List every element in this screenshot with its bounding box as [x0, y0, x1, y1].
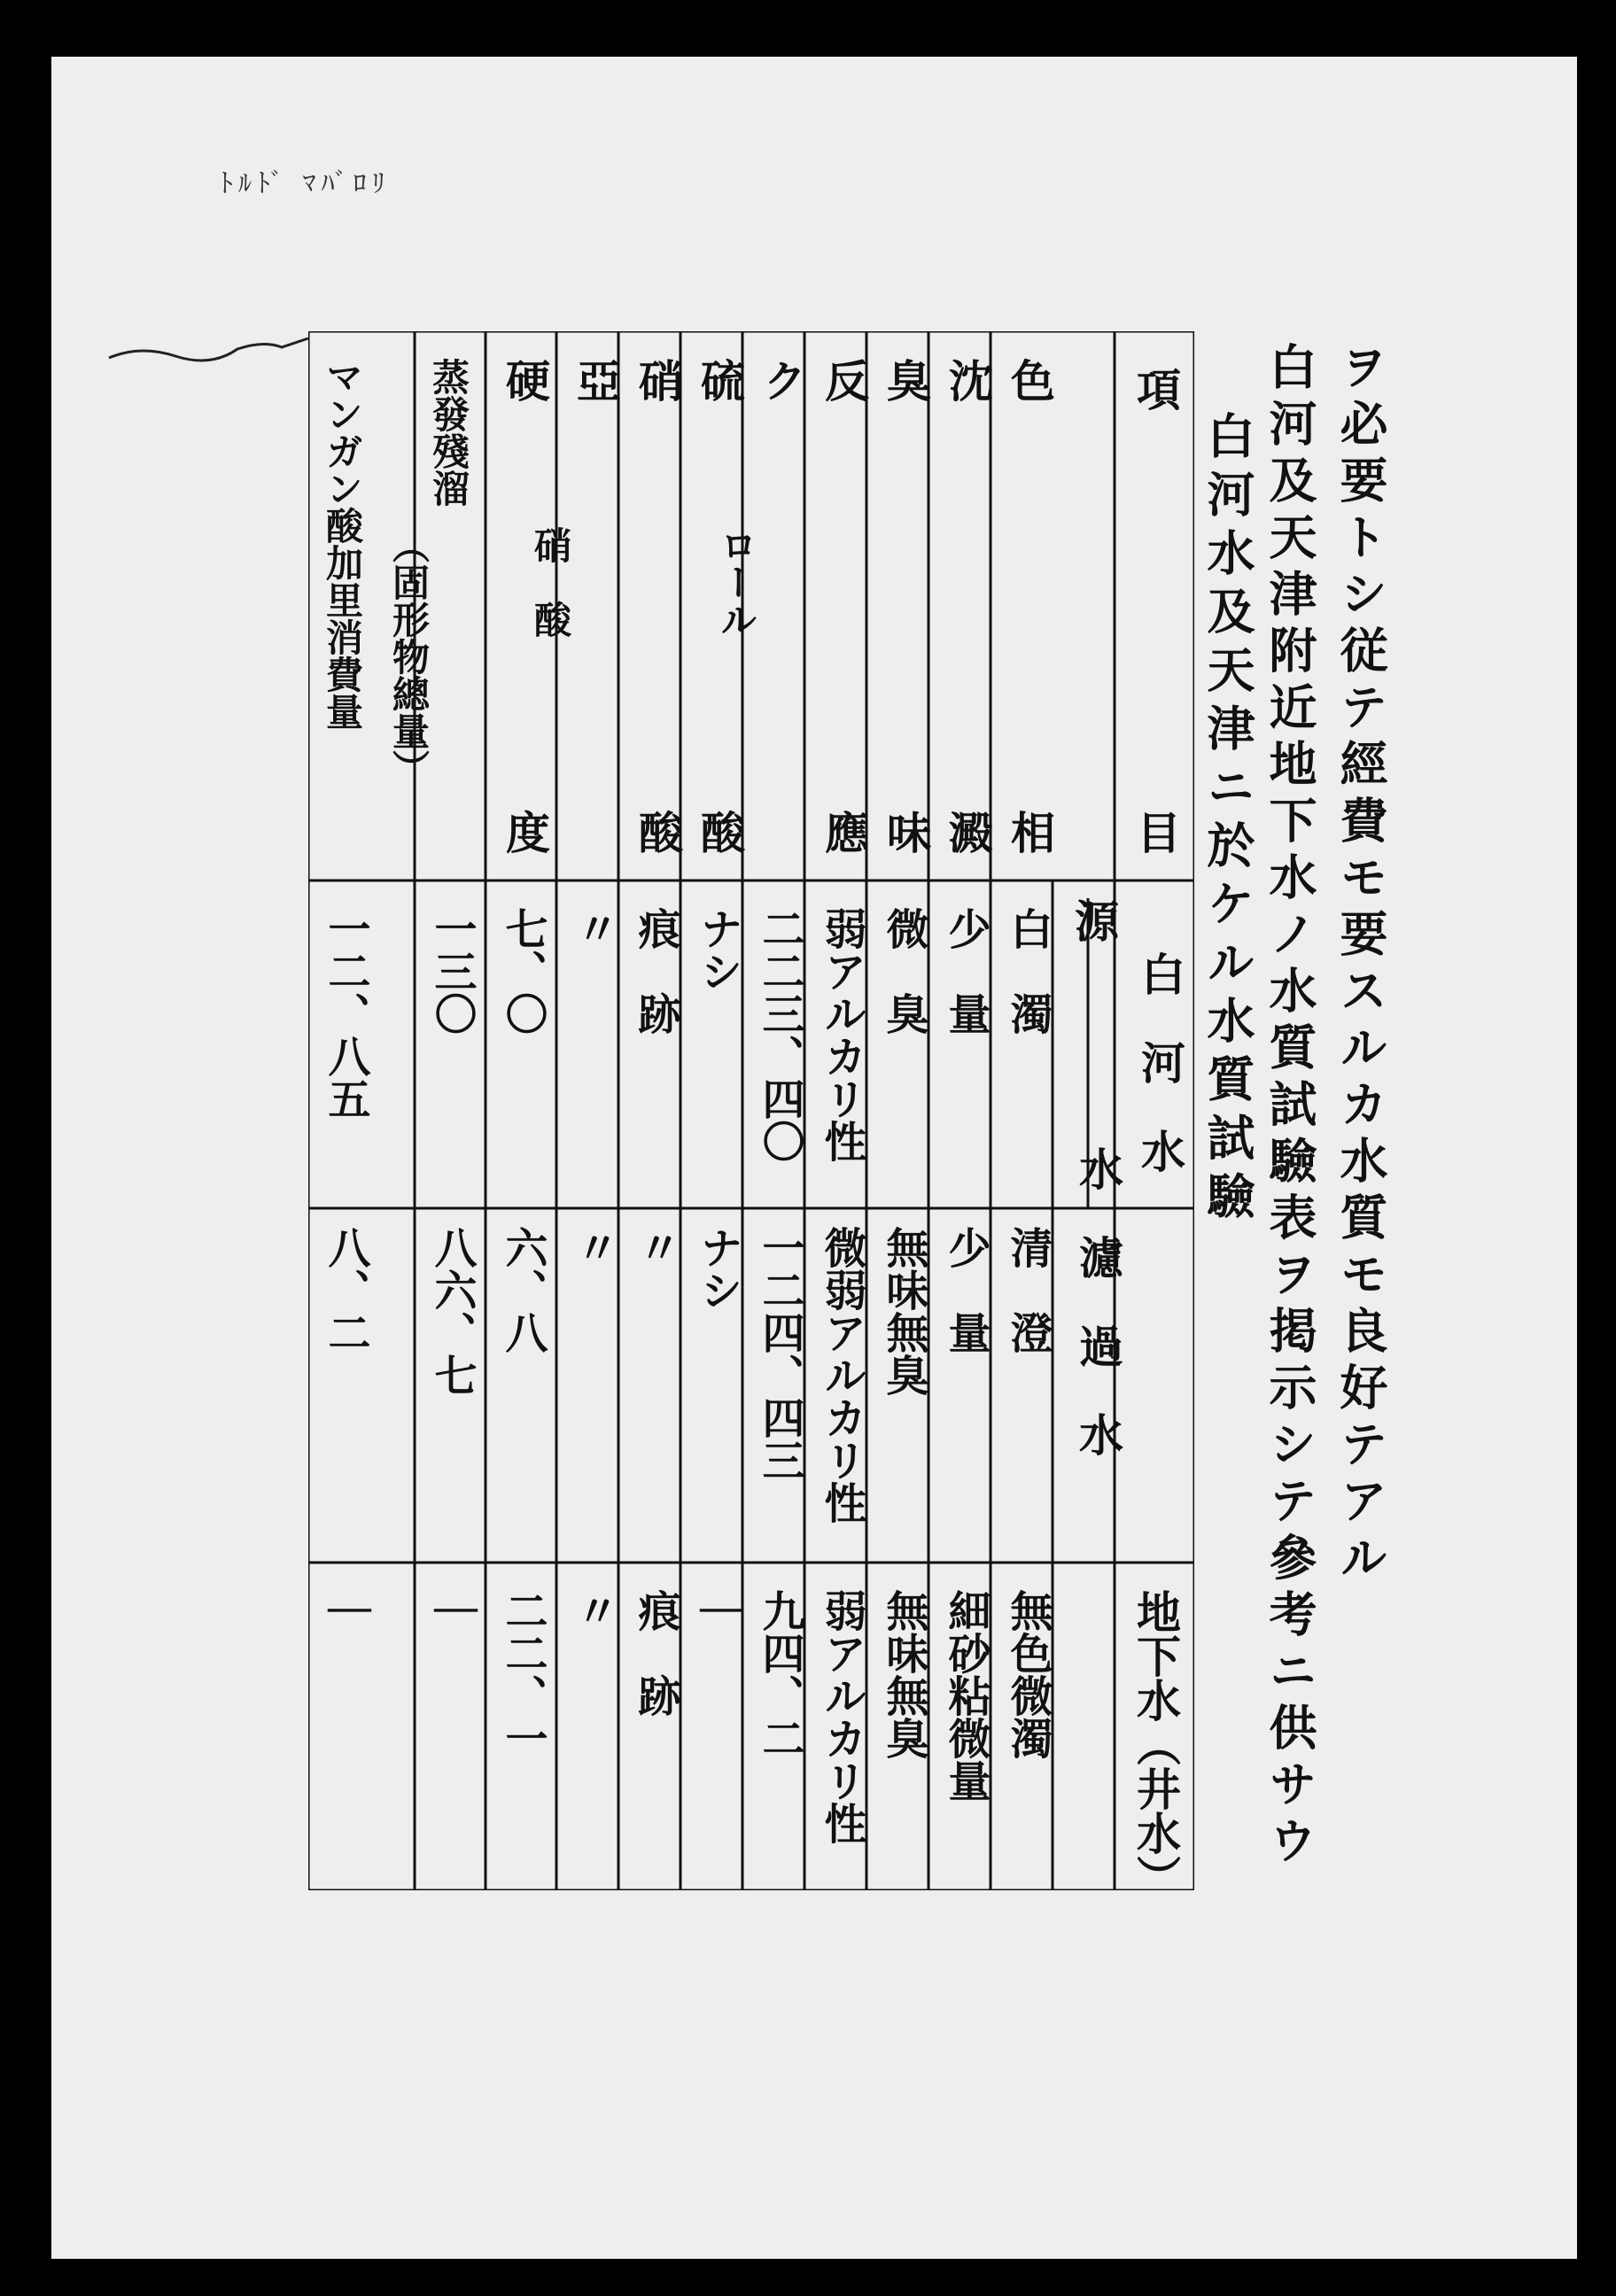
row-label-bottom: 硝 酸	[529, 526, 572, 638]
source-label: 源	[1068, 898, 1120, 942]
row-label-bottom: 應	[818, 810, 870, 854]
row-label-top: 亞	[570, 358, 622, 402]
cell-groundwater: 無味無臭	[879, 1589, 928, 1759]
intro-line-1: ヲ必要トシ従テ經費モ要スルカ水質モ良好テアル	[1332, 342, 1389, 1589]
cell-filtered-water: 六、八	[498, 1226, 548, 1354]
cell-river-water: 一二、八五	[321, 907, 370, 1120]
row-label-top: マンガン酸加里消費量	[321, 358, 364, 730]
row-label-bottom: 酸	[632, 810, 684, 854]
col-header-river-water: 水	[1072, 1146, 1124, 1191]
row-label-top: 硬	[499, 358, 551, 402]
cell-filtered-water: 〃	[631, 1226, 680, 1268]
cell-river-water: 微 臭	[879, 907, 928, 1035]
cell-river-water: 〃	[569, 907, 618, 950]
cell-groundwater: 九四、二	[755, 1589, 804, 1759]
col-header-groundwater: 地下水（井水）	[1130, 1589, 1182, 1899]
row-label-bottom: 度	[499, 810, 551, 854]
row-label-top: 色	[1004, 358, 1056, 402]
cell-filtered-water: 少 量	[941, 1226, 991, 1354]
margin-note: ﾄﾙﾄﾞ ﾏﾊﾞﾛﾘ	[220, 168, 391, 199]
cell-filtered-water: 無味無臭	[879, 1226, 928, 1396]
cell-groundwater: ｜	[693, 1589, 742, 1632]
cell-filtered-water: 一二四、四三	[755, 1226, 804, 1481]
cell-filtered-water: 八、二	[321, 1226, 370, 1354]
cell-filtered-water: 清 澄	[1003, 1226, 1053, 1354]
cell-groundwater: ｜	[427, 1589, 477, 1632]
cell-river-water: 七、〇	[498, 907, 548, 1035]
cell-groundwater: 細砂粘微量	[941, 1589, 991, 1802]
row-label-top: 硝	[632, 358, 684, 402]
cell-groundwater: 弱アルカリ性	[817, 1589, 866, 1844]
row-label-top: ク	[756, 358, 808, 402]
cell-filtered-water: 〃	[569, 1226, 618, 1268]
cell-filtered-water: ナシ	[693, 1226, 742, 1311]
table-title: 白河水及天津ニ於ケル水質試驗	[1200, 411, 1256, 1229]
cell-filtered-water: 八六、七	[427, 1226, 477, 1396]
cell-groundwater: 痕 跡	[631, 1589, 680, 1717]
row-label-bottom: （固形物總量）	[387, 526, 431, 787]
col-header-hakuga: 白 河 水	[1134, 951, 1186, 1173]
row-label-top: 臭	[880, 358, 932, 402]
cell-groundwater: 無色微濁	[1003, 1589, 1053, 1759]
water-quality-table	[308, 331, 1194, 1899]
cell-filtered-water: 微弱アルカリ性	[817, 1226, 866, 1524]
cell-river-water: 弱アルカリ性	[817, 907, 866, 1162]
document-page	[51, 57, 1577, 2259]
row-label-bottom: 澱	[942, 810, 994, 854]
row-label-top: 沈	[942, 358, 994, 402]
row-label-top: 蒸發殘溜	[427, 358, 470, 507]
col-header-filtered-water: 濾 過 水	[1072, 1235, 1124, 1456]
cell-river-water: 一三〇	[427, 907, 477, 1035]
row-label-top: 反	[818, 358, 870, 402]
row-label-bottom: 相	[1004, 810, 1056, 854]
cell-river-water: 二二三、四〇	[755, 907, 804, 1162]
cell-river-water: 少 量	[941, 907, 991, 1035]
intro-line-2: 白河及天津附近地下水ノ水質試驗表ヲ掲示シテ參考ニ供サウ	[1262, 342, 1318, 1873]
row-label-top: 硫	[694, 358, 746, 402]
pencil-scribble-icon	[105, 322, 335, 376]
row-label-bottom: ロール	[715, 526, 758, 638]
row-label-bottom: 酸	[694, 810, 746, 854]
row-label-bottom: 味	[880, 810, 932, 854]
cell-river-water: 痕 跡	[631, 907, 680, 1035]
cell-river-water: ナシ	[693, 907, 742, 992]
corner-label-top: 項	[1130, 367, 1182, 411]
corner-label-bottom: 目	[1130, 810, 1182, 854]
cell-river-water: 白 濁	[1003, 907, 1053, 1035]
cell-groundwater: 〃	[569, 1589, 618, 1632]
cell-groundwater: ｜	[321, 1589, 370, 1632]
cell-groundwater: 二二、一	[498, 1589, 548, 1759]
